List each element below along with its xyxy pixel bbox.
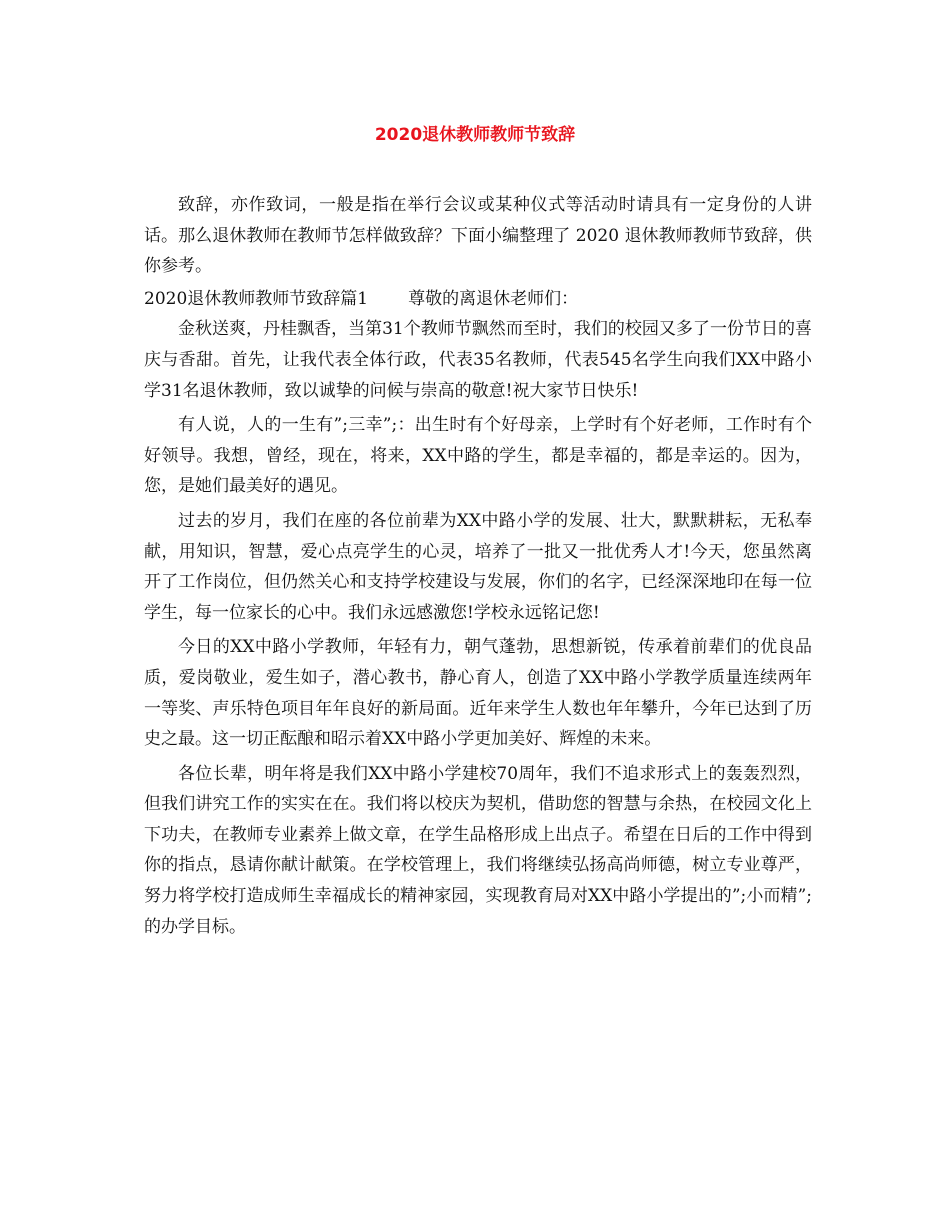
intro-paragraph: 致辞，亦作致词，一般是指在举行会议或某种仪式等活动时请具有一定身份的人讲话。那么退休教师在教师节怎样做致辞？下面小编整理了 2020 退休教师教师节致辞，供你参考。: [144, 195, 812, 277]
document-body: [144, 190, 812, 942]
body-paragraph-3: 过去的岁月，我们在座的各位前辈为XX中路小学的发展、壮大，默默耕耘，无私奉献，用知识，智慧，爱心点亮学生的心灵，培养了一批又一批优秀人才!今天，您虽然离开了工作岗位，但仍然关心和支持学校建设与发展，你们的名字，已经深深地印在每一位学生，每一位家长的心中。我们永远感激您!学校永远铭记您!: [144, 510, 812, 623]
body-paragraph-4: 今日的XX中路小学教师，年轻有力，朝气蓬勃，思想新锐，传承着前辈们的优良品质，爱岗敬业，爱生如子，潜心教书，静心育人，创造了XX中路小学教学质量连续两年一等奖、声乐特色项目年年良好的新局面。近年来学生人数也年年攀升，今年已达到了历史之最。这一切正酝酿和昭示着XX中路小学更加美好、辉煌的未来。: [144, 637, 812, 750]
document-title: 2020退休教师教师节致辞: [374, 125, 576, 145]
section-heading: 2020退休教师教师节致辞篇1: [144, 288, 369, 309]
body-paragraph-2: 有人说，人的一生有”;三幸”;：出生时有个好母亲，上学时有个好老师，工作时有个好领导。我想，曾经，现在，将来，XX中路的学生，都是幸福的，都是幸运的。因为，您，是她们最美好的遇见。: [144, 415, 812, 497]
body-paragraph-5: 各位长辈，明年将是我们XX中路小学建校70周年，我们不追求形式上的轰轰烈烈，但我们讲究工作的实实在在。我们将以校庆为契机，借助您的智慧与余热，在校园文化上下功夫，在教师专业素养上做文章，在学生品格形成上出点子。希望在日后的工作中得到你的指点，恳请你献计献策。在学校管理上，我们将继续弘扬高尚师德，树立专业尊严，努力将学校打造成师生幸福成长的精神家园，实现教育局对XX中路小学提出的”;小而精”;的办学目标。: [144, 763, 812, 937]
section-heading-line: [144, 284, 812, 315]
salutation: 尊敬的离退休老师们：: [408, 288, 579, 309]
body-paragraph-1: 金秋送爽，丹桂飘香，当第31个教师节飘然而至时，我们的校园又多了一份节日的喜庆与香甜。首先，让我代表全体行政，代表35名教师，代表545名学生向我们XX中路小学31名退休教师，致以诚挚的问候与崇高的敬意!祝大家节日快乐!: [144, 319, 812, 401]
